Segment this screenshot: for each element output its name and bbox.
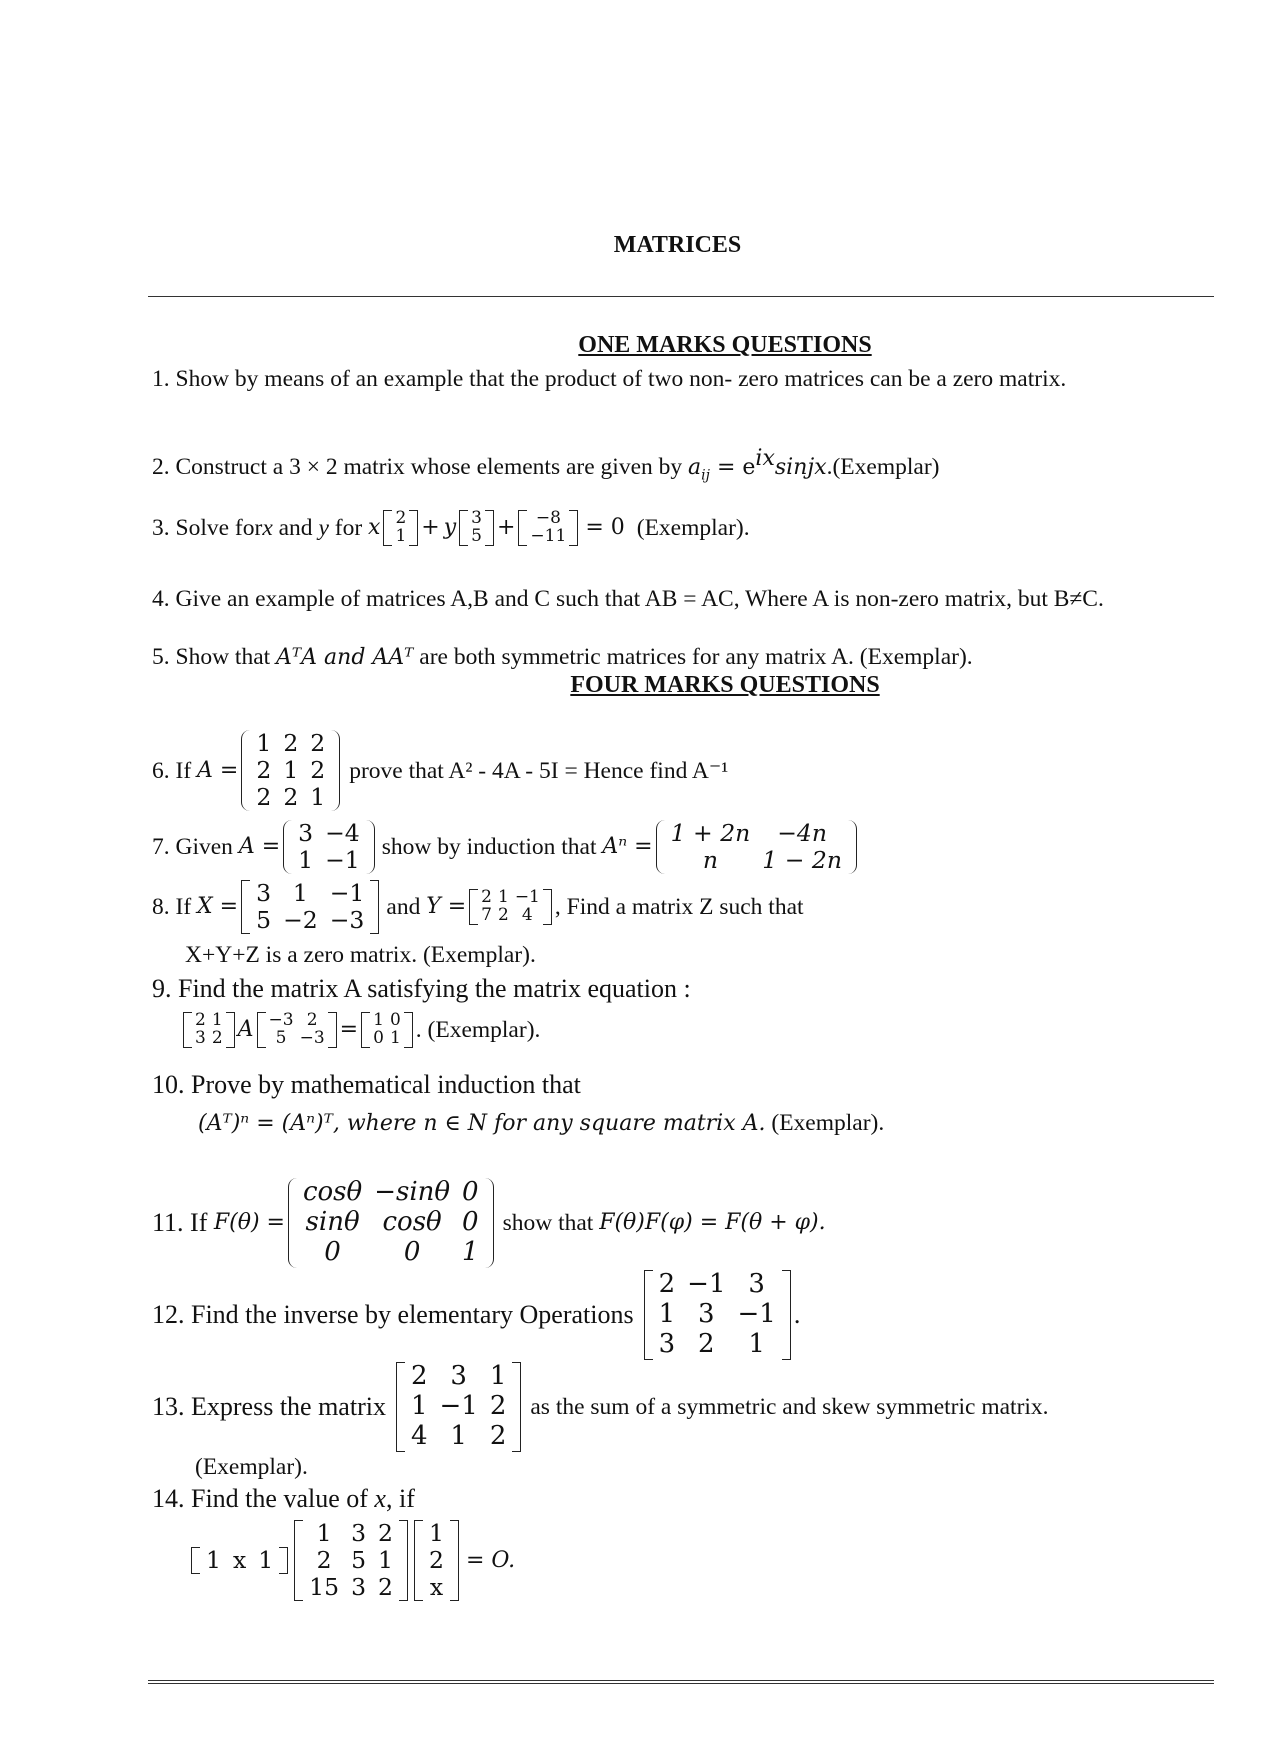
matrix-cell: 3 bbox=[698, 1298, 715, 1329]
matrix-cell: 5 bbox=[351, 1546, 367, 1575]
q12-matrix bbox=[644, 1270, 791, 1360]
matrix-cell: 1 bbox=[211, 1010, 223, 1030]
matrix-cell: −4 bbox=[325, 819, 360, 847]
matrix-cell: 1 bbox=[373, 1010, 384, 1030]
matrix-cell: 1 bbox=[462, 1236, 479, 1267]
matrix-cell: 7 bbox=[481, 905, 492, 926]
matrix-cell: −sinθ bbox=[374, 1177, 451, 1207]
matrix-cell: 2 bbox=[256, 756, 272, 785]
matrix-cell: 4 bbox=[410, 1420, 428, 1451]
matrix-cell: 2 bbox=[497, 905, 509, 926]
q7-matrix-an bbox=[656, 820, 857, 874]
q9-matrix-2 bbox=[257, 1012, 337, 1048]
matrix-cell: −8 bbox=[535, 508, 561, 528]
matrix-cell: 2 bbox=[410, 1361, 428, 1391]
matrix-cell: 2 bbox=[658, 1269, 676, 1299]
matrix-cell: 2 bbox=[211, 1027, 223, 1048]
matrix-cell: 3 bbox=[471, 508, 482, 528]
matrix-cell: 3 bbox=[450, 1361, 467, 1391]
matrix-cell: n bbox=[702, 846, 719, 875]
matrix-cell: 1 bbox=[450, 1420, 467, 1451]
matrix-cell: 2 bbox=[378, 1573, 393, 1602]
matrix-cell: 1 bbox=[410, 1390, 428, 1421]
matrix-cell: 3 bbox=[298, 819, 314, 847]
matrix-cell: 2 bbox=[316, 1546, 332, 1575]
matrix-cell: 1 bbox=[428, 1519, 444, 1547]
question-9: 9. Find the matrix A satisfying the matrix equation : bbox=[152, 974, 691, 1003]
section-heading-four-marks: FOUR MARKS QUESTIONS bbox=[570, 672, 880, 698]
matrix-cell: 5 bbox=[275, 1027, 287, 1048]
question-12: 12. Find the inverse by elementary Operations 2 −1 3 1 3 −1 3 2 1 . bbox=[152, 1269, 801, 1359]
matrix-cell: 1 bbox=[316, 1519, 332, 1547]
question-9-equation: 2 1 3 2 A −3 2 5 −3 = 1 0 0 1 . (Exemplar). bbox=[180, 1012, 540, 1048]
matrix-cell: 2 bbox=[310, 756, 326, 785]
question-11: 11. If F(θ) = cosθ −sinθ 0 sinθ cosθ 0 0 0 1 show that F(θ)F(φ) = F(θ + φ). bbox=[152, 1177, 826, 1267]
question-6: 6. If A = 1 2 2 2 1 2 2 2 1 prove that A² - 4A - 5I = Hence find A⁻¹ bbox=[152, 729, 729, 812]
question-14: 14. Find the value of x, if bbox=[152, 1484, 415, 1513]
matrix-cell: 2 bbox=[310, 729, 326, 757]
matrix-cell: 0 bbox=[373, 1027, 384, 1048]
matrix-cell: 2 bbox=[283, 729, 299, 757]
q8-matrix-x bbox=[241, 880, 379, 934]
matrix-cell: −1 bbox=[737, 1298, 776, 1329]
footer-divider bbox=[148, 1680, 1214, 1684]
matrix-cell: 1 bbox=[748, 1328, 765, 1359]
matrix-cell: 1 bbox=[395, 525, 407, 546]
matrix-cell: −1 bbox=[329, 879, 365, 907]
matrix-cell: 3 bbox=[195, 1027, 206, 1048]
q14-row-matrix bbox=[191, 1547, 288, 1574]
section-heading-one-marks: ONE MARKS QUESTIONS bbox=[578, 332, 872, 358]
question-8-line-2: X+Y+Z is a zero matrix. (Exemplar). bbox=[185, 942, 536, 968]
question-1: 1. Show by means of an example that the product of two non- zero matrices can be a zero matrix. bbox=[152, 366, 1067, 392]
matrix-cell: −3 bbox=[268, 1010, 294, 1030]
matrix-cell: 0 bbox=[462, 1206, 479, 1237]
page-title: MATRICES bbox=[613, 232, 742, 258]
matrix-cell: 1 − 2n bbox=[762, 846, 842, 875]
matrix-cell: 3 bbox=[748, 1269, 765, 1299]
title-divider bbox=[148, 296, 1214, 297]
q3-matrix-3 bbox=[518, 510, 578, 546]
matrix-cell: 1 bbox=[292, 879, 308, 907]
matrix-cell: sinθ bbox=[305, 1206, 360, 1237]
q14-column-matrix bbox=[414, 1520, 459, 1601]
question-7: 7. Given A = 3 −4 1 −1 show by induction that Aⁿ = 1 + 2n −4n n 1 − 2n bbox=[152, 820, 860, 874]
matrix-cell: cosθ bbox=[302, 1177, 363, 1207]
matrix-cell: 1 bbox=[310, 783, 326, 812]
matrix-cell: 2 bbox=[428, 1546, 444, 1575]
matrix-cell: 3 bbox=[256, 879, 272, 907]
question-10-statement: (Aᵀ)ⁿ = (Aⁿ)ᵀ, where n ∈ N for any square matrix A. (Exemplar). bbox=[198, 1110, 885, 1136]
question-10: 10. Prove by mathematical induction that bbox=[152, 1070, 581, 1099]
question-14-equation: 1 x 1 1 3 2 2 5 1 15 3 2 1 2 x = O. bbox=[188, 1520, 515, 1601]
q13-matrix bbox=[396, 1362, 521, 1452]
matrix-cell: x bbox=[232, 1546, 247, 1575]
matrix-cell: −11 bbox=[530, 525, 567, 546]
matrix-cell: 1 bbox=[378, 1546, 393, 1575]
matrix-cell: 2 bbox=[195, 1010, 206, 1030]
matrix-cell: −1 bbox=[325, 846, 360, 875]
matrix-cell: −2 bbox=[283, 906, 318, 935]
question-4: 4. Give an example of matrices A,B and C such that AB = AC, Where A is non-zero matrix, but B≠C. bbox=[152, 586, 1104, 612]
matrix-cell: 5 bbox=[256, 906, 272, 935]
matrix-cell: 3 bbox=[351, 1519, 367, 1547]
q7-matrix-a bbox=[283, 820, 375, 874]
question-3: 3. Solve for x and y for x 2 1 + y 3 5 + −8 −11 = 0 (Exemplar). bbox=[152, 508, 750, 546]
matrix-cell: x bbox=[429, 1573, 444, 1602]
matrix-cell: 0 bbox=[462, 1177, 479, 1207]
q2-aij: $a_{ij}$ bbox=[688, 454, 710, 484]
matrix-cell: 1 bbox=[206, 1546, 221, 1575]
matrix-cell: 2 bbox=[306, 1010, 318, 1030]
matrix-cell: 5 bbox=[471, 525, 482, 546]
matrix-cell: 0 bbox=[403, 1236, 421, 1267]
matrix-cell: 0 bbox=[389, 1010, 401, 1030]
matrix-cell: 2 bbox=[489, 1390, 507, 1421]
matrix-cell: 1 bbox=[283, 756, 299, 785]
matrix-cell: 2 bbox=[378, 1519, 393, 1547]
matrix-cell: 1 bbox=[258, 1546, 274, 1575]
q11-matrix bbox=[288, 1178, 494, 1268]
matrix-cell: 1 bbox=[256, 729, 272, 757]
matrix-cell: cosθ bbox=[382, 1206, 442, 1237]
question-5: 5. Show that AᵀA and AAᵀ are both symmetric matrices for any matrix A. (Exemplar). bbox=[152, 644, 973, 670]
matrix-cell: 2 bbox=[481, 887, 492, 908]
question-2-text: 2. Construct a 3 × 2 matrix whose elements are given by bbox=[152, 453, 689, 480]
q9-matrix-3 bbox=[361, 1012, 413, 1048]
matrix-cell: 2 bbox=[256, 783, 272, 812]
matrix-cell: 1 + 2n bbox=[670, 819, 751, 847]
matrix-cell: 1 bbox=[497, 887, 509, 908]
question-13-line-2: (Exemplar). bbox=[195, 1454, 308, 1480]
matrix-cell: 1 bbox=[389, 1027, 401, 1048]
q14-matrix bbox=[294, 1520, 408, 1601]
matrix-cell: 1 bbox=[658, 1298, 676, 1329]
question-13: 13. Express the matrix 2 3 1 1 −1 2 4 1 2 as the sum of a symmetric and skew symmetric matrix. bbox=[152, 1361, 1049, 1451]
question-8: 8. If X = 3 1 −1 5 −2 −3 and Y = 2 1 −1 7 2 4 , Find a matrix Z such that bbox=[152, 879, 804, 935]
matrix-cell: 2 bbox=[395, 508, 407, 528]
matrix-cell: 3 bbox=[351, 1573, 367, 1602]
q9-matrix-1 bbox=[183, 1012, 235, 1048]
matrix-cell: 1 bbox=[489, 1361, 507, 1391]
matrix-cell: −1 bbox=[514, 887, 540, 908]
matrix-cell: 1 bbox=[298, 846, 314, 875]
q3-matrix-2 bbox=[459, 510, 494, 546]
matrix-cell: 3 bbox=[658, 1328, 676, 1359]
matrix-cell: −3 bbox=[329, 906, 365, 935]
matrix-cell: −1 bbox=[687, 1269, 726, 1299]
matrix-cell: 4 bbox=[521, 905, 533, 926]
matrix-cell: 2 bbox=[698, 1328, 715, 1359]
matrix-cell: 2 bbox=[283, 783, 299, 812]
matrix-cell: −3 bbox=[299, 1027, 325, 1048]
matrix-cell: 2 bbox=[489, 1420, 507, 1451]
question-2: 2. Construct a 3 × 2 matrix whose elements are given by $a_{ij}$ = $e^{ix}sinjx.(Exemplar)$ bbox=[152, 446, 940, 484]
q3-matrix-1 bbox=[383, 510, 418, 546]
matrix-cell: −1 bbox=[439, 1390, 478, 1421]
q6-matrix bbox=[241, 730, 340, 811]
matrix-cell: 15 bbox=[309, 1573, 340, 1602]
matrix-cell: −4n bbox=[777, 819, 827, 847]
q8-matrix-y bbox=[469, 889, 552, 925]
matrix-cell: 0 bbox=[324, 1236, 341, 1267]
